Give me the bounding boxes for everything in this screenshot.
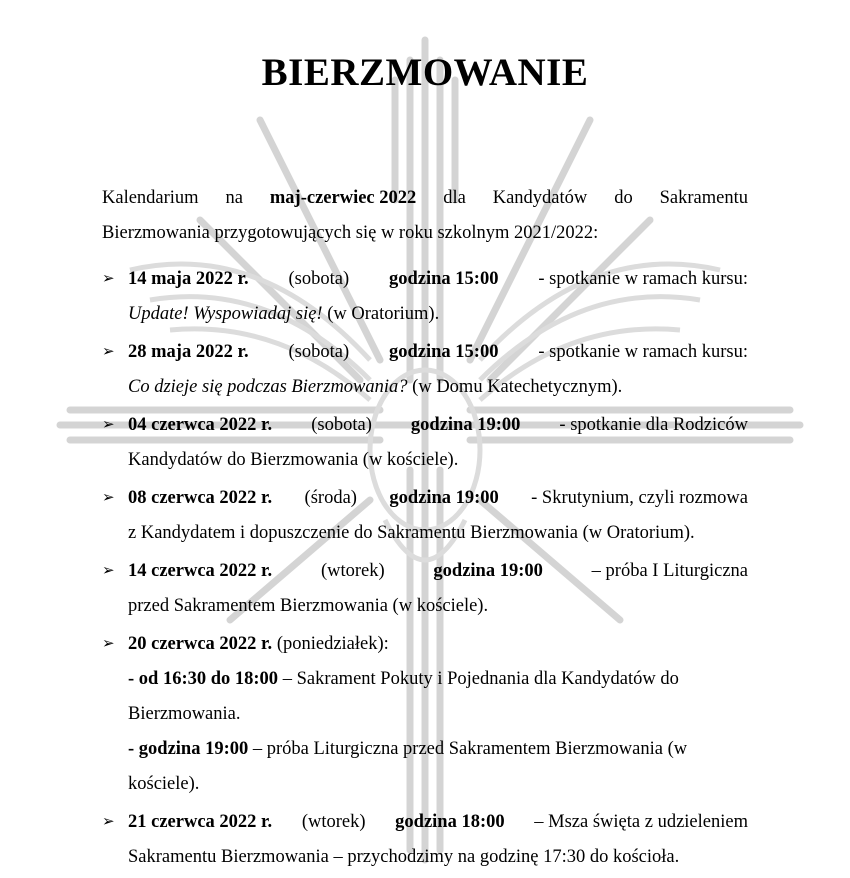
item-time: godzina 15:00 <box>389 269 499 289</box>
item-date: 14 czerwca 2022 r. <box>128 561 273 581</box>
sub-item-description: – Sakrament Pokuty i Pojednania dla Kandydatów do <box>278 669 679 689</box>
schedule-list <box>102 262 748 878</box>
item-day: (sobota) <box>288 269 350 289</box>
intro-word: Sakramentu <box>659 188 748 208</box>
item-line-2 <box>128 297 748 332</box>
intro-word: dla <box>443 188 466 208</box>
intro-word: Kalendarium <box>102 188 199 208</box>
item-date: 04 czerwca 2022 r. <box>128 415 273 435</box>
page-title: BIERZMOWANIE <box>261 51 589 94</box>
item-day: (środa) <box>304 488 357 508</box>
item-line-2: z Kandydatem i dopuszczenie do Sakramentu Bierzmowania (w Oratorium). <box>128 523 695 543</box>
item-date: 28 maja 2022 r. <box>128 342 249 362</box>
item-time: godzina 19:00 <box>433 561 543 581</box>
list-item <box>102 481 748 551</box>
item-line-2: przed Sakramentem Bierzmowania (w kościele). <box>128 596 489 616</box>
item-line-1 <box>128 627 748 662</box>
arrow-bullet-icon: ➢ <box>102 814 115 830</box>
list-item <box>102 805 748 875</box>
intro-paragraph <box>102 181 748 251</box>
item-date: 20 czerwca 2022 r. <box>128 634 273 654</box>
intro-line-1 <box>102 181 748 216</box>
sub-item-2-line-2: kościele). <box>128 774 200 794</box>
item-day: (wtorek) <box>320 561 385 581</box>
intro-word: Kandydatów <box>492 188 588 208</box>
arrow-bullet-icon: ➢ <box>102 636 115 652</box>
sub-item-1-line-2: Bierzmowania. <box>128 704 241 724</box>
item-description: – próba I Liturgiczna <box>591 561 748 581</box>
course-name: Co dzieje się podczas Bierzmowania? <box>128 377 408 397</box>
list-item <box>102 554 748 624</box>
item-line-2: Sakramentu Bierzmowania – przychodzimy na godzinę 17:30 do kościoła. <box>128 847 680 867</box>
item-description: – Msza święta z udzieleniem <box>534 812 748 832</box>
intro-word: na <box>225 188 243 208</box>
list-item <box>102 335 748 405</box>
item-line-1 <box>128 554 748 589</box>
item-line-1 <box>128 335 748 370</box>
arrow-bullet-icon: ➢ <box>102 271 115 287</box>
item-time: godzina 15:00 <box>389 342 499 362</box>
item-day: (wtorek) <box>301 812 366 832</box>
sub-item-description: – próba Liturgiczna przed Sakramentem Bierzmowania (w <box>248 739 688 759</box>
arrow-bullet-icon: ➢ <box>102 344 115 360</box>
item-line-1 <box>128 481 748 516</box>
item-description: - spotkanie w ramach kursu: <box>538 342 748 362</box>
item-date: 08 czerwca 2022 r. <box>128 488 273 508</box>
item-date: 14 maja 2022 r. <box>128 269 249 289</box>
intro-word: do <box>614 188 633 208</box>
intro-period: maj-czerwiec 2022 <box>269 188 417 208</box>
arrow-bullet-icon: ➢ <box>102 490 115 506</box>
item-line-2 <box>128 370 748 405</box>
item-day: (sobota) <box>288 342 350 362</box>
sub-item-1-line-1 <box>128 662 748 697</box>
sub-item-time: - godzina 19:00 <box>128 739 249 759</box>
item-day: (poniedziałek): <box>276 634 389 654</box>
arrow-bullet-icon: ➢ <box>102 563 115 579</box>
item-location: (w Oratorium). <box>322 304 440 324</box>
arrow-bullet-icon: ➢ <box>102 417 115 433</box>
item-location: (w Domu Katechetycznym). <box>407 377 623 397</box>
item-time: godzina 19:00 <box>389 488 499 508</box>
item-line-1 <box>128 805 748 840</box>
intro-line-2: Bierzmowania przygotowujących się w roku szkolnym 2021/2022: <box>102 223 599 243</box>
sub-item-time: - od 16:30 do 18:00 <box>128 669 279 689</box>
sub-item-2-line-1 <box>128 732 748 767</box>
course-name: Update! Wyspowiadaj się! <box>128 304 323 324</box>
item-time: godzina 19:00 <box>410 415 521 435</box>
item-description: - Skrutynium, czyli rozmowa <box>531 488 748 508</box>
item-description: - spotkanie w ramach kursu: <box>538 269 748 289</box>
item-description: - spotkanie dla Rodziców <box>559 415 748 435</box>
item-line-1 <box>128 262 748 297</box>
list-item <box>102 408 748 478</box>
item-line-1 <box>128 408 748 443</box>
list-item <box>102 262 748 332</box>
list-item <box>102 627 748 802</box>
item-time: godzina 18:00 <box>395 812 505 832</box>
item-day: (sobota) <box>311 415 372 435</box>
item-line-2: Kandydatów do Bierzmowania (w kościele). <box>128 450 459 470</box>
item-date: 21 czerwca 2022 r. <box>128 812 273 832</box>
